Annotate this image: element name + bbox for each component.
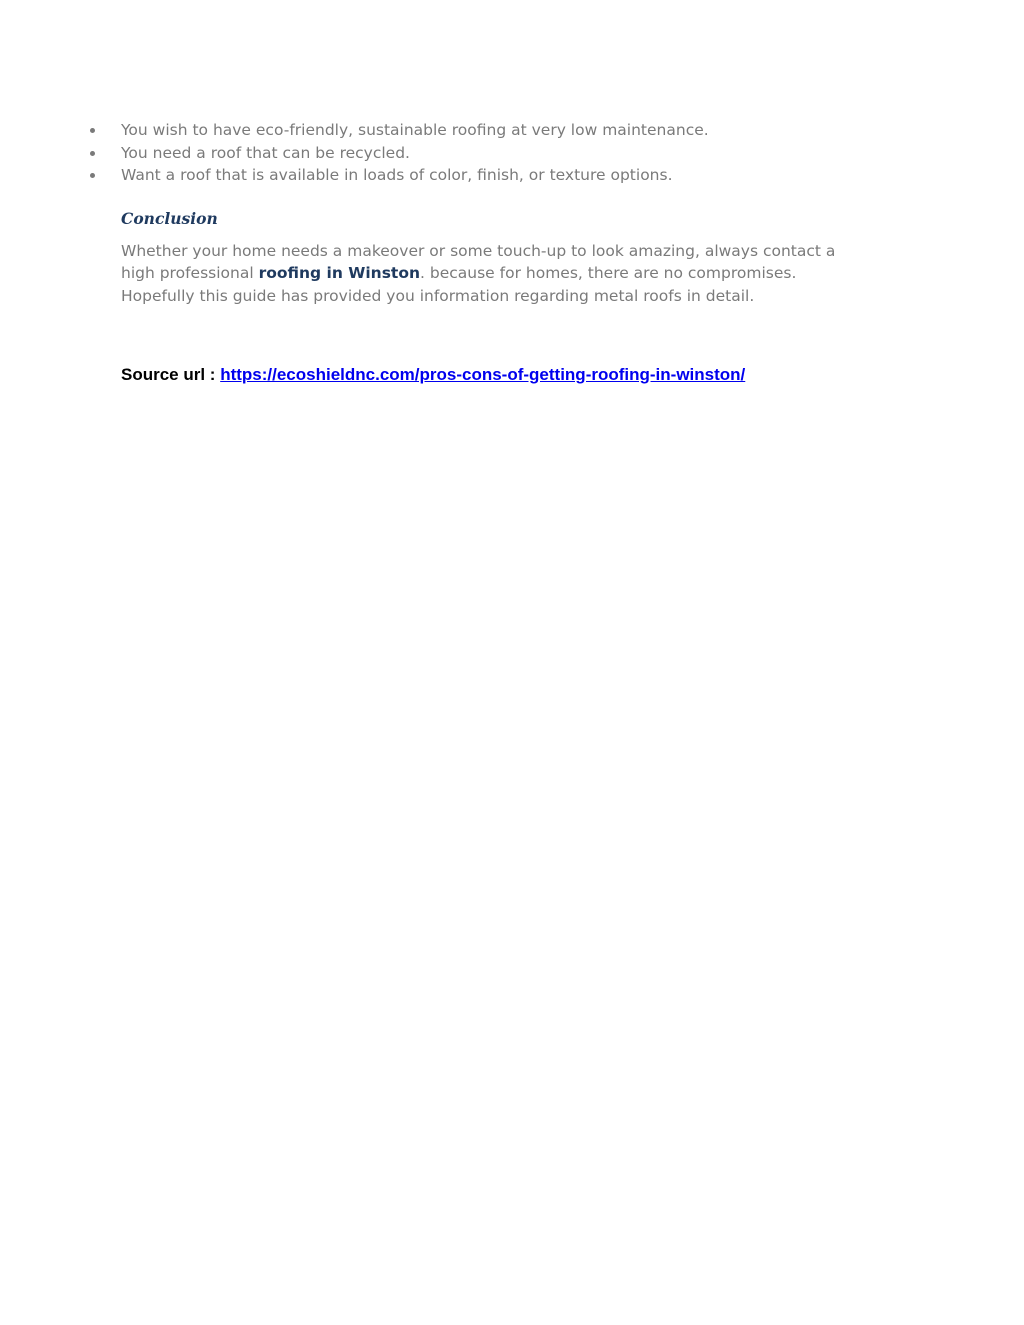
bullet-icon — [90, 173, 95, 178]
conclusion-paragraph — [121, 240, 891, 307]
source-line — [121, 365, 745, 385]
bullet-icon — [90, 128, 95, 133]
paragraph-line-2 — [121, 262, 891, 284]
source-url-link[interactable]: https://ecoshieldnc.com/pros-cons-of-getting-roofing-in-winston/ — [220, 365, 746, 384]
bullet-icon — [90, 151, 95, 156]
paragraph-text: . because for homes, there are no compromises. — [420, 264, 797, 283]
conclusion-heading: Conclusion — [121, 209, 218, 228]
source-label: Source url : — [121, 365, 221, 384]
paragraph-line-1: Whether your home needs a makeover or some touch-up to look amazing, always contact a — [121, 242, 836, 260]
bullet-text: You wish to have eco-friendly, sustainable roofing at very low maintenance. — [121, 121, 709, 139]
bullet-text: Want a roof that is available in loads of color, finish, or texture options. — [121, 166, 673, 184]
paragraph-text: high professional — [121, 264, 259, 283]
paragraph-line-3: Hopefully this guide has provided you information regarding metal roofs in detail. — [121, 286, 755, 305]
bullet-text: You need a roof that can be recycled. — [121, 143, 410, 162]
roofing-in-winston-link[interactable]: roofing in Winston — [258, 264, 421, 283]
